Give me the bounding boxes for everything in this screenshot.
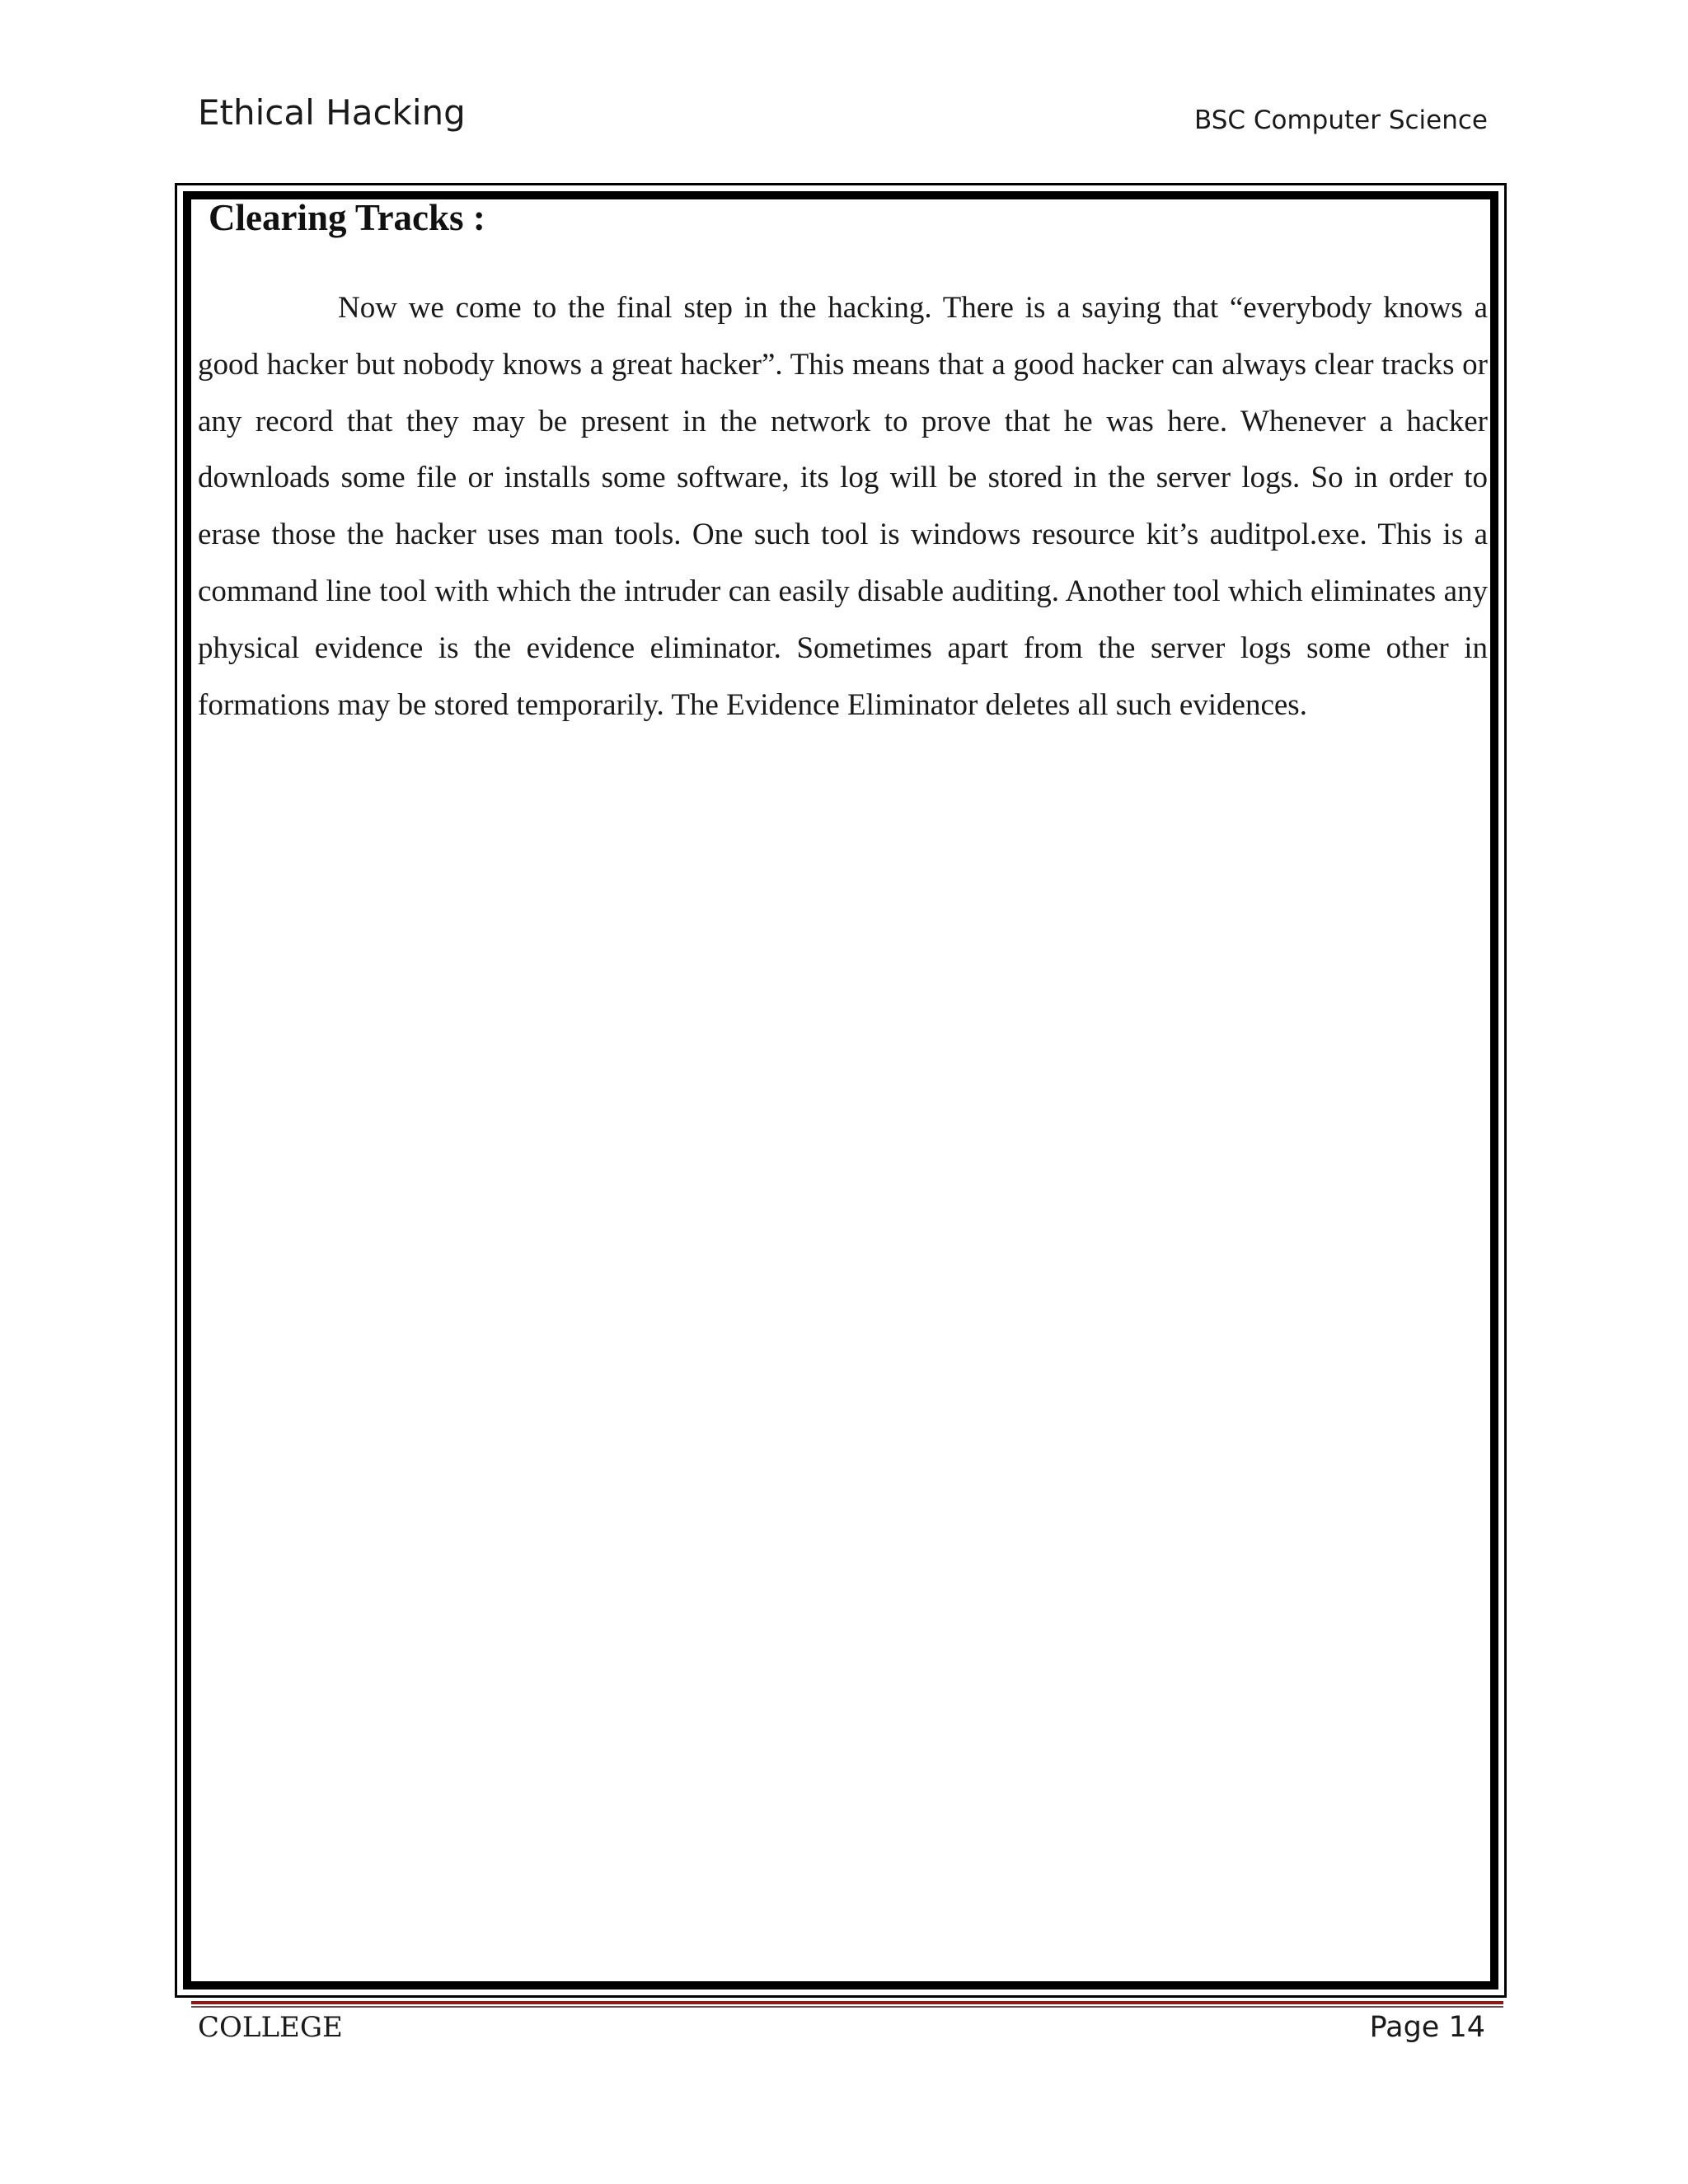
running-header-title: Ethical Hacking bbox=[198, 92, 466, 133]
page-number: Page 14 bbox=[1369, 2011, 1485, 2044]
footer-divider-secondary bbox=[191, 2006, 1503, 2008]
footer-college: COLLEGE bbox=[198, 2011, 343, 2044]
footer-divider bbox=[191, 2001, 1503, 2004]
running-header-course: BSC Computer Science bbox=[1193, 105, 1488, 135]
body-paragraph: Now we come to the final step in the hacking. There is a saying that “everybody knows a good hacker but nobody knows a great hacker”. This means that a good hacker can always clear tracks or any record that they may be present in the network to prove that he was here. Whenever a hacker downloads some file or installs some software, its log will be stored in the server logs. So in order to erase those the hacker uses man tools. One such tool is windows resource kit’s auditpol.exe. This is a command line tool with which the intruder can easily disable auditing. Another tool which eliminates any physical evidence is the evidence eliminator. Sometimes apart from the server logs some other in formations may be stored temporarily. The Evidence Eliminator deletes all such evidences. bbox=[198, 291, 1488, 722]
section-heading: Clearing Tracks : bbox=[209, 197, 485, 238]
